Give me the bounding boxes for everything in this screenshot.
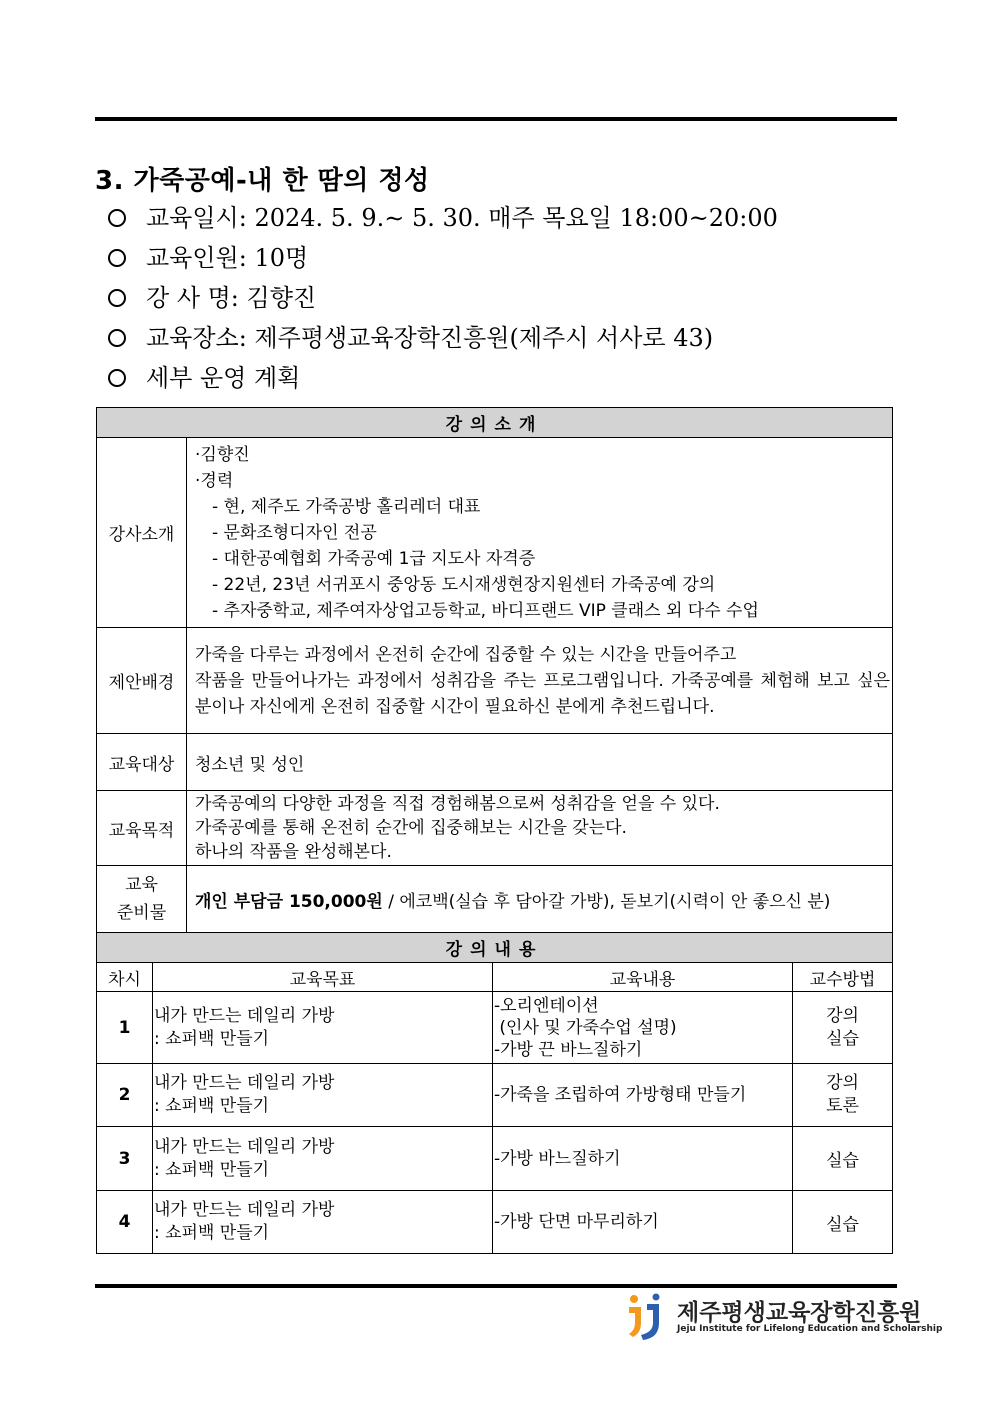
course-table	[96, 407, 893, 1254]
circle-bullet-icon	[108, 209, 126, 227]
logo-dot-orange	[630, 1295, 638, 1303]
materials-separator: /	[388, 891, 394, 912]
session-number: 4	[97, 1191, 153, 1254]
session-number: 1	[97, 992, 153, 1064]
bullet-item-capacity	[108, 238, 898, 278]
bullet-text: 강 사 명: 김향진	[146, 284, 317, 312]
purpose-line: 가죽공예의 다양한 과정을 직접 경험해봄으로써 성취감을 얻을 수 있다.	[195, 794, 720, 814]
goal-line: : 쇼퍼백 만들기	[154, 1096, 270, 1116]
content-header: 강의내용	[97, 933, 893, 963]
goal-line: 내가 만드는 데일리 가방	[154, 1200, 335, 1220]
circle-bullet-icon	[108, 249, 126, 267]
content-line: (인사 및 가죽수업 설명)	[494, 1017, 677, 1038]
goal-line: : 쇼퍼백 만들기	[154, 1159, 270, 1180]
instructor-line: - 문화조형디자인 전공	[212, 522, 377, 543]
instructor-line: - 22년, 23년 서귀포시 중앙동 도시재생현장지원센터 가죽공예 강의	[212, 574, 716, 595]
method-line: 실습	[826, 1214, 859, 1235]
purpose-label: 교육목적	[97, 791, 187, 866]
instructor-line: - 대한공예협회 가죽공예 1급 지도사 자격증	[212, 548, 536, 569]
purpose-line: 하나의 작품을 완성해본다.	[195, 842, 392, 862]
method-cell	[793, 1127, 893, 1191]
institute-name-en: Jeju Institute for Lifelong Education and Scholarship	[677, 1324, 943, 1334]
purpose-cell	[187, 791, 893, 866]
content-line: -가방 바느질하기	[494, 1148, 621, 1169]
circle-bullet-icon	[108, 369, 126, 387]
session-number: 2	[97, 1064, 153, 1127]
logo-mark-orange	[629, 1307, 641, 1337]
materials-cell	[187, 866, 893, 933]
goal-cell	[153, 1191, 493, 1254]
method-cell	[793, 992, 893, 1064]
session-number: 3	[97, 1127, 153, 1191]
content-cell	[493, 1064, 793, 1127]
circle-bullet-icon	[108, 289, 126, 307]
bullet-item-location	[108, 318, 898, 358]
content-cell	[493, 1191, 793, 1254]
method-cell	[793, 1064, 893, 1127]
table-row	[97, 1127, 893, 1191]
content-line: -가방 끈 바느질하기	[494, 1039, 643, 1060]
bullet-text: 세부 운영 계획	[146, 364, 301, 392]
goal-line: 내가 만드는 데일리 가방	[154, 1005, 335, 1026]
circle-bullet-icon	[108, 329, 126, 347]
method-cell	[793, 1191, 893, 1254]
instructor-line: ·김향진	[195, 444, 250, 465]
instructor-line: - 현, 제주도 가죽공방 홀리레더 대표	[212, 496, 481, 517]
info-bullet-list	[108, 198, 898, 398]
table-row	[97, 992, 893, 1064]
bullet-text: 교육일시: 2024. 5. 9.∼ 5. 30. 매주 목요일 18:00~20:00	[146, 204, 778, 232]
background-cell	[187, 628, 893, 734]
top-rule	[95, 117, 897, 121]
goal-line: : 쇼퍼백 만들기	[154, 1223, 270, 1243]
background-paragraph: 작품을 만들어나가는 과정에서 성취감을 주는 프로그램입니다. 가죽공예를 체험해 보고 싶은 분이나 자신에게 온전히 집중할 시간이 필요하신 분에게 추천드립니다.	[195, 670, 891, 717]
materials-label-line: 준비물	[116, 903, 167, 923]
content-line: -오리엔테이션	[494, 995, 599, 1016]
background-label: 제안배경	[97, 628, 187, 734]
instructor-label: 강사소개	[97, 438, 187, 628]
intro-header: 강의소개	[97, 408, 893, 438]
institute-name: 제주평생교육장학진흥원	[677, 1300, 922, 1326]
materials-label	[97, 866, 187, 933]
table-row	[97, 1064, 893, 1127]
bullet-text: 교육인원: 10명	[146, 244, 309, 272]
instructor-line: - 추자중학교, 제주여자상업고등학교, 바디프랜드 VIP 클래스 외 다수 수업	[212, 600, 759, 621]
content-cell	[493, 1127, 793, 1191]
method-line: 실습	[826, 1028, 859, 1049]
target-label: 교육대상	[97, 734, 187, 791]
instructor-cell	[187, 438, 893, 628]
bullet-item-schedule	[108, 198, 898, 238]
materials-fee: 개인 부담금 150,000원	[195, 891, 383, 912]
col-header-session: 차시	[97, 963, 153, 992]
logo-dot-blue	[653, 1294, 660, 1301]
col-header-method: 교수방법	[793, 963, 893, 992]
instructor-line: ·경력	[195, 470, 234, 491]
target-value: 청소년 및 성인	[187, 734, 893, 791]
method-line: 실습	[826, 1151, 859, 1171]
col-header-goal: 교육목표	[153, 963, 493, 992]
goal-line: 내가 만드는 데일리 가방	[154, 1136, 335, 1157]
background-line: 가죽을 다루는 과정에서 온전히 순간에 집중할 수 있는 시간을 만들어주고	[195, 644, 737, 665]
materials-label-line: 교육	[125, 875, 158, 895]
purpose-line: 가죽공예를 통해 온전히 순간에 집중해보는 시간을 갖는다.	[195, 818, 627, 838]
content-cell	[493, 992, 793, 1064]
content-line: -가방 단면 마무리하기	[494, 1212, 659, 1232]
bottom-rule	[95, 1284, 897, 1288]
goal-cell	[153, 1127, 493, 1191]
bullet-text: 교육장소: 제주평생교육장학진흥원(제주시 서사로 43)	[146, 324, 714, 352]
goal-cell	[153, 992, 493, 1064]
method-line: 강의	[826, 1073, 859, 1093]
materials-items: 에코백(실습 후 담아갈 가방), 돋보기(시력이 안 좋으신 분)	[399, 891, 831, 912]
content-line: -가죽을 조립하여 가방형태 만들기	[494, 1085, 747, 1105]
goal-line: : 쇼퍼백 만들기	[154, 1028, 270, 1049]
col-header-content: 교육내용	[493, 963, 793, 992]
table-row	[97, 1191, 893, 1254]
section-title: 3. 가죽공예-내 한 땀의 정성	[95, 166, 430, 196]
goal-cell	[153, 1064, 493, 1127]
bullet-item-instructor	[108, 278, 898, 318]
method-line: 강의	[826, 1005, 859, 1026]
method-line: 토론	[826, 1096, 859, 1116]
logo-mark-blue	[641, 1304, 659, 1340]
goal-line: 내가 만드는 데일리 가방	[154, 1073, 335, 1093]
bullet-item-plan	[108, 358, 898, 398]
